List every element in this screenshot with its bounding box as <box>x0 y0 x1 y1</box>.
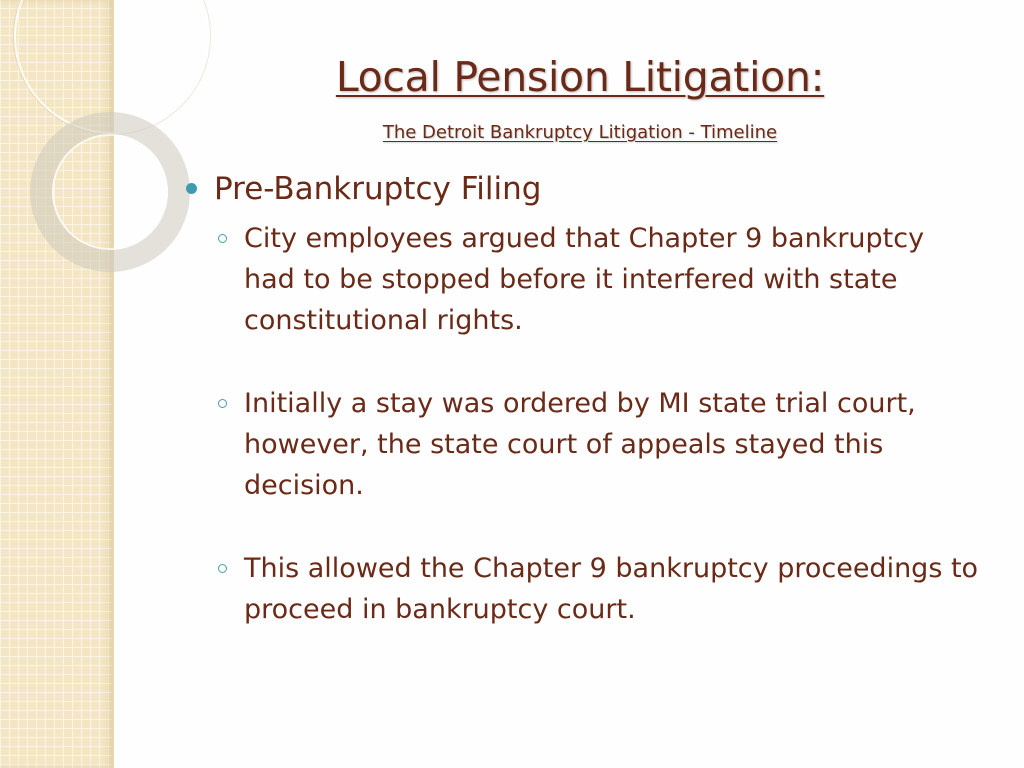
slide-subtitle: The Detroit Bankruptcy Litigation - Timeline <box>382 122 778 143</box>
sub-bullet-item <box>180 383 980 506</box>
sub-bullet-text: This allowed the Chapter 9 bankruptcy proceedings to proceed in bankruptcy court. <box>244 553 979 625</box>
slide-body <box>180 168 980 672</box>
decorative-ring-inner <box>52 134 168 250</box>
bullet-text: Pre-Bankruptcy Filing <box>214 171 542 207</box>
sub-bullet-circle-icon <box>218 399 227 408</box>
bullet-dot-icon <box>186 183 197 194</box>
bullet-item <box>180 168 980 210</box>
sub-bullet-item <box>180 218 980 341</box>
slide-title: Local Pension Litigation: <box>335 53 825 101</box>
sub-bullet-item <box>180 548 980 630</box>
sub-bullet-text: City employees argued that Chapter 9 bankruptcy had to be stopped before it interfered with state constitutional rights. <box>244 223 925 336</box>
sub-bullet-circle-icon <box>218 234 227 243</box>
sub-bullet-text: Initially a stay was ordered by MI state trial court, however, the state court of appeals stayed this decision. <box>244 388 916 501</box>
sub-bullet-circle-icon <box>218 564 227 573</box>
